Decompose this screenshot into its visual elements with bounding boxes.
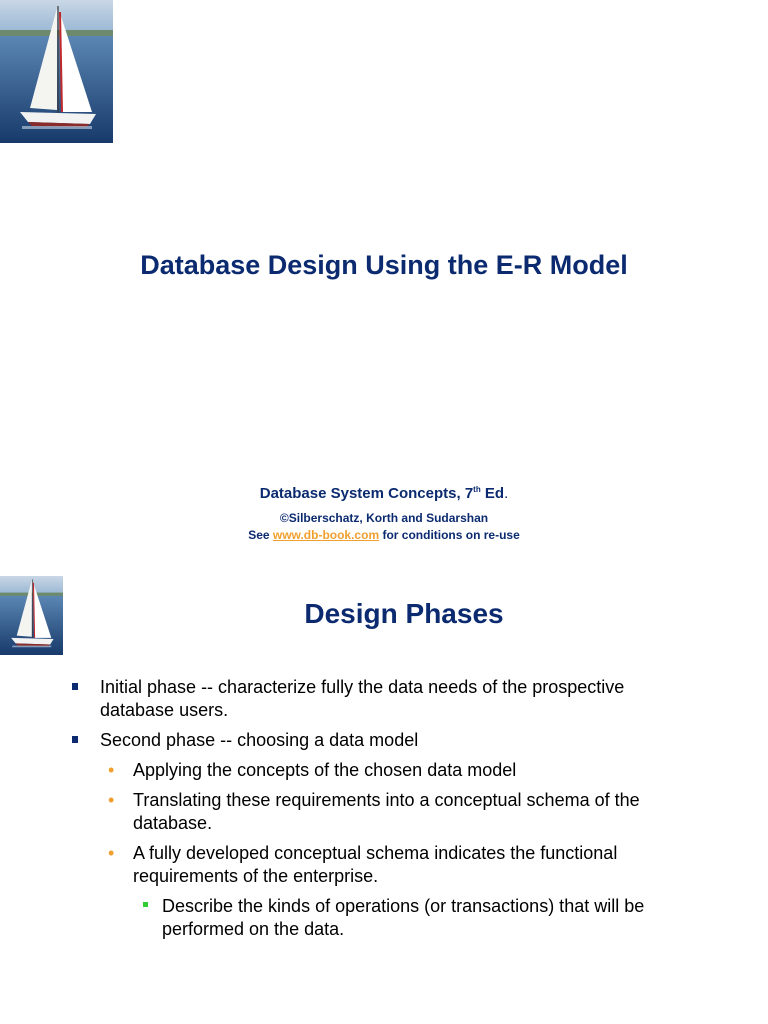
bullet-text: Applying the concepts of the chosen data model xyxy=(133,760,517,780)
bullet-text: A fully developed conceptual schema indicates the functional requirements of the enterprise. xyxy=(133,843,618,886)
bullet-text: Second phase -- choosing a data model xyxy=(100,730,419,750)
book-period: . xyxy=(504,485,509,502)
square-bullet-icon xyxy=(72,683,78,690)
list-item xyxy=(0,676,680,722)
book-title xyxy=(0,485,768,502)
list-item xyxy=(0,759,683,782)
square-bullet-icon xyxy=(72,736,78,743)
bullet-text: Describe the kinds of operations (or transactions) that will be performed on the data. xyxy=(162,896,645,939)
list-item xyxy=(0,842,683,888)
db-book-link[interactable]: www.db-book.com xyxy=(272,528,380,542)
sailboat-logo-icon xyxy=(0,0,113,143)
reuse-suffix: for conditions on re-use xyxy=(379,528,520,542)
edition-suffix: Ed xyxy=(480,485,505,502)
round-bullet-icon: • xyxy=(108,790,115,810)
bullet-list xyxy=(0,676,768,948)
reuse-prefix: See xyxy=(248,528,273,542)
copyright-line: ©Silberschatz, Korth and Sudarshan xyxy=(279,511,489,525)
list-item xyxy=(0,895,682,941)
list-item xyxy=(0,789,683,835)
reuse-line xyxy=(0,528,768,542)
edition-superscript: th xyxy=(473,485,481,494)
slide-title: Design Phases xyxy=(304,598,504,629)
round-bullet-icon: • xyxy=(108,760,115,780)
square-bullet-icon xyxy=(143,902,148,907)
round-bullet-icon: • xyxy=(108,843,115,863)
list-item xyxy=(0,729,680,752)
slide-title: Database Design Using the E-R Model xyxy=(140,250,628,280)
design-phases-slide xyxy=(0,576,768,1024)
bullet-text: Translating these requirements into a conceptual schema of the database. xyxy=(133,790,640,833)
book-title-text: Database System Concepts, 7 xyxy=(259,485,474,502)
bullet-text: Initial phase -- characterize fully the data needs of the prospective database users. xyxy=(100,677,625,720)
